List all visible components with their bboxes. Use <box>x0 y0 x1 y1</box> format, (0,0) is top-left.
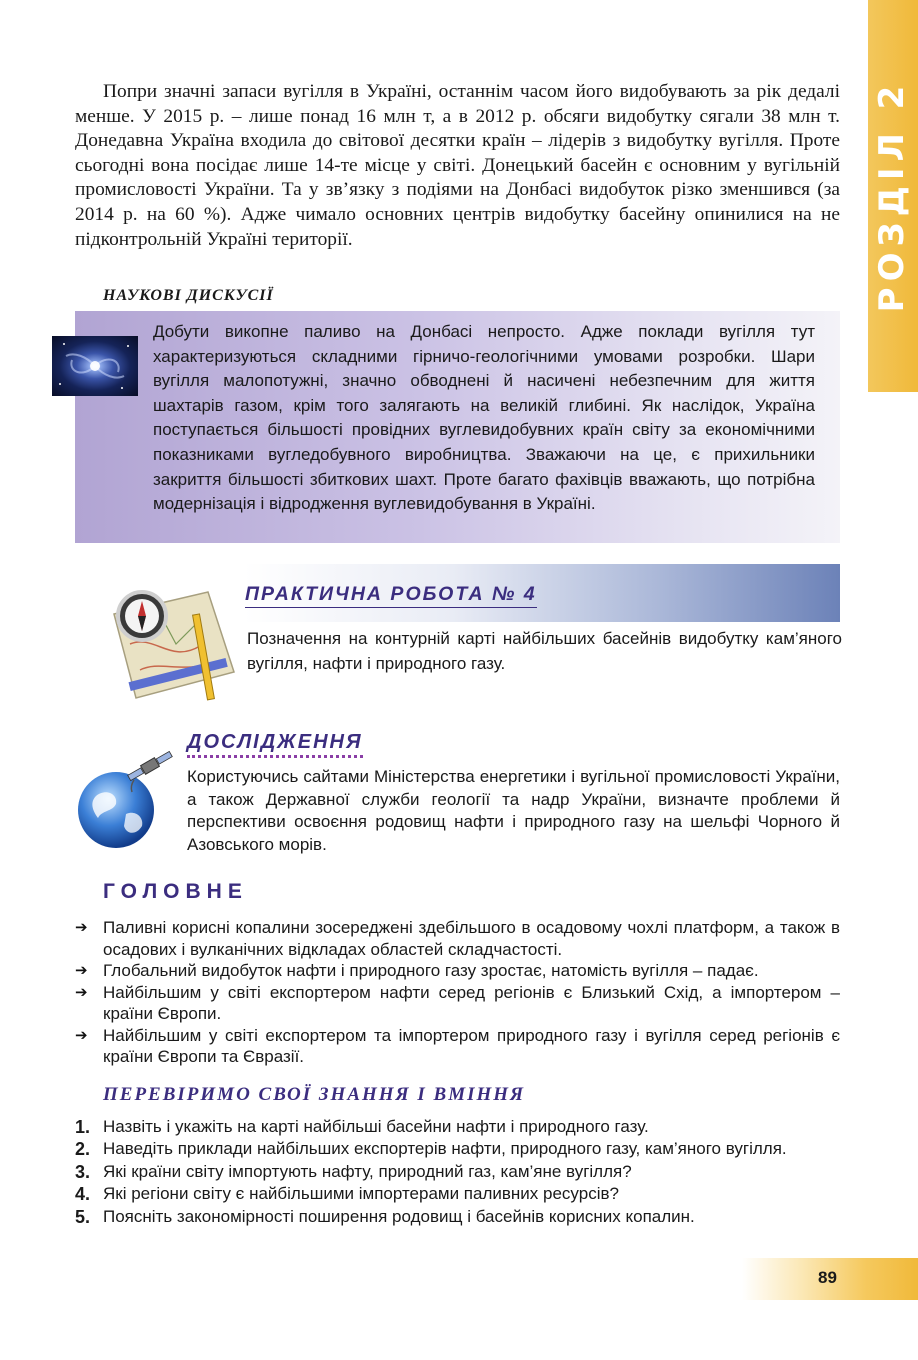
question-number: 4. <box>75 1184 91 1205</box>
review-questions-list <box>75 1116 865 1228</box>
list-item <box>75 1025 840 1068</box>
question-text: Наведіть приклади найбільших експортерів нафти, природного газу, кам’яного вугілля. <box>103 1139 787 1159</box>
question-item <box>75 1138 865 1160</box>
research-text: Користуючись сайтами Міністерства енергетики і вугільної промисловості України, а також Державної служби геології та надр України, визначте проблеми й перспективи освоєння родовищ нафти і природного газу на шельфі Чорного й Азовського морів. <box>187 767 840 854</box>
globe-satellite-icon <box>72 744 182 854</box>
question-number: 3. <box>75 1161 91 1182</box>
list-item <box>75 982 840 1025</box>
list-item-text: Найбільшим у світі експортером та імпортером природного газу і вугілля серед регіонів є країни Європи та Євразії. <box>103 1025 840 1066</box>
question-number: 5. <box>75 1206 91 1227</box>
intro-paragraph: Попри значні запаси вугілля в Україні, останнім часом його видобувають за рік дедалі менше. У 2015 р. – лише понад 16 млн т, а в 2012 р. обсяги видобутку сягали 38 млн т. Донедавна Україна входила до світової десятки країн – лідерів з видобутку вугілля. Проте сьогодні вона посідає лише 14-те місце у світі. Донецький басейн є основним у вугільній промисловості України. Та у зв’язку з подіями на Донбасі видобуток різко зменшився (за 2014 р. на 60 %). Адже чимало основних центрів видобутку басейну опинилися на не підконтрольній Україні території. <box>75 81 840 250</box>
main-points-list <box>75 917 840 1068</box>
question-text: Які країни світу імпортують нафту, природний газ, кам’яне вугілля? <box>103 1161 632 1181</box>
main-points-title: ГОЛОВНЕ <box>103 880 248 903</box>
practical-title: ПРАКТИЧНА РОБОТА № 4 <box>245 583 537 608</box>
question-text: Назвіть і укажіть на карті найбільші басейни нафти і природного газу. <box>103 1117 649 1136</box>
arrow-right-icon: ➔ <box>75 1025 88 1044</box>
map-compass-icon <box>100 574 240 712</box>
section-tab-label: РОЗДІЛ 2 <box>872 79 912 313</box>
question-text: Які регіони світу є найбільшими імпортерами паливних ресурсів? <box>103 1184 619 1204</box>
galaxy-icon <box>52 336 138 396</box>
discussion-text: Добути викопне паливо на Донбасі непросто. Адже поклади вугілля тут характеризуються складними гірничо-геологічними умовами розробки. Шари вугілля малопотужні, значно обводнені й насичені небезпечним для життя шахтарів газом, крім того залягають на великій глибині. Як наслідок, Україна поступається більшості провідних вуглевидобувних країн світу за економічними показниками вугледобувного виробництва. Зважаючи на це, є прихильники закриття більшості збиткових шахт. Проте багато фахівців вважають, що потрібна модернізація і відродження вуглевидобування в Україні. <box>153 322 815 514</box>
section-tab <box>868 0 918 392</box>
list-item <box>75 917 840 960</box>
arrow-right-icon: ➔ <box>75 918 88 936</box>
arrow-right-icon: ➔ <box>75 982 88 1001</box>
page-number: 89 <box>818 1268 837 1287</box>
practical-text: Позначення на контурній карті найбільших басейнів видобутку кам’яного вугілля, нафти і природного газу. <box>247 629 842 673</box>
list-item-text: Паливні корисні копалини зосереджені здебільшого в осадовому чохлі платформ, а також в осадових і вулканічних відкладах областей складчастості. <box>103 918 840 959</box>
question-item <box>75 1183 865 1205</box>
question-number: 1. <box>75 1117 91 1137</box>
question-item <box>75 1116 865 1138</box>
list-item <box>75 960 840 982</box>
question-number: 2. <box>75 1139 91 1160</box>
list-item-text: Найбільшим у світі експортером нафти серед регіонів є Близький Схід, а імпортером – країни Європи. <box>103 982 840 1023</box>
research-title: ДОСЛІДЖЕННЯ <box>187 731 363 758</box>
question-text: Поясніть закономірності поширення родовищ і басейнів корисних копалин. <box>103 1206 695 1226</box>
review-questions-title: ПЕРЕВІРИМО СВОЇ ЗНАННЯ І ВМІННЯ <box>103 1084 526 1105</box>
list-item-text: Глобальний видобуток нафти і природного газу зростає, натомість вугілля – падає. <box>103 961 759 980</box>
question-item <box>75 1161 865 1183</box>
question-item <box>75 1206 865 1228</box>
discussion-label: НАУКОВІ ДИСКУСІЇ <box>103 287 274 304</box>
arrow-right-icon: ➔ <box>75 961 88 979</box>
